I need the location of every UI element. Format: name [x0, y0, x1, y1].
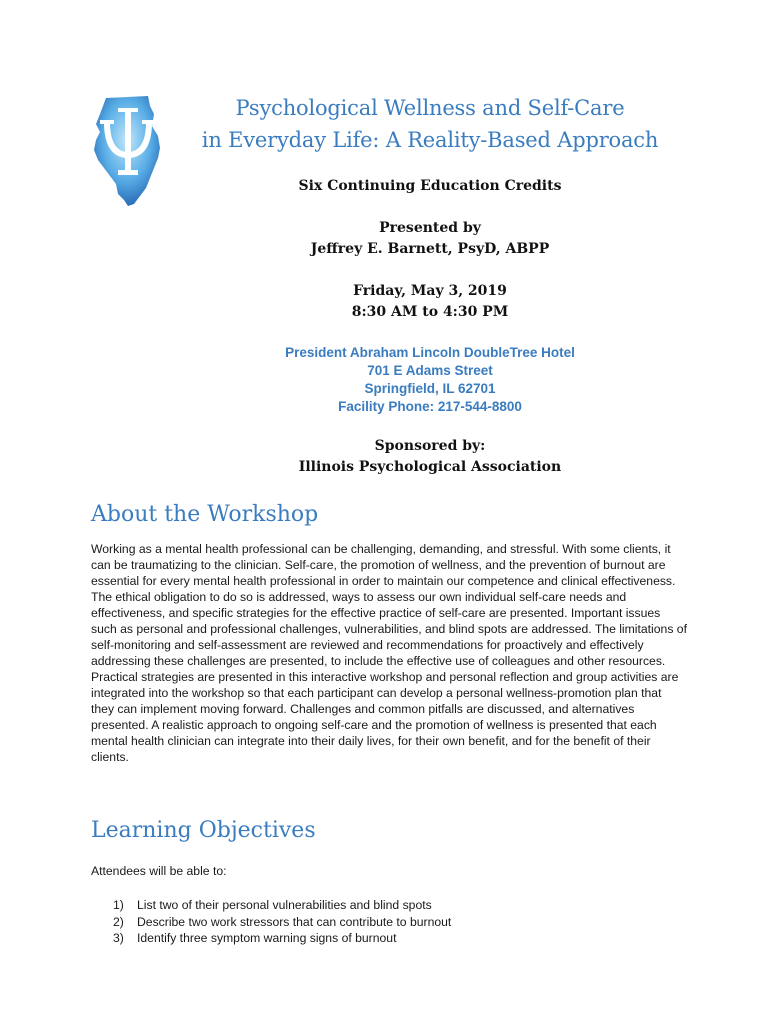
- presenter-block: [150, 218, 710, 260]
- venue-phone: Facility Phone: 217-544-8800: [338, 399, 522, 414]
- venue-name: President Abraham Lincoln DoubleTree Hotel: [285, 345, 575, 360]
- list-item-number: 3): [113, 931, 124, 945]
- page-title: [150, 92, 710, 156]
- presented-by-label: Presented by: [379, 220, 481, 236]
- objectives-list: [113, 897, 451, 947]
- venue-block: [150, 344, 710, 416]
- sponsor-label: Sponsored by:: [374, 438, 486, 454]
- title-line-2: in Everyday Life: A Reality-Based Approach: [201, 128, 659, 152]
- list-item-text: Describe two work stressors that can contribute to burnout: [137, 914, 452, 929]
- objectives-intro: Attendees will be able to:: [91, 864, 227, 878]
- title-line-1: Psychological Wellness and Self-Care: [235, 96, 625, 120]
- list-item: [113, 930, 451, 947]
- list-item-text: Identify three symptom warning signs of burnout: [137, 931, 397, 945]
- list-item-text: List two of their personal vulnerabilities and blind spots: [137, 898, 432, 912]
- venue-street: 701 E Adams Street: [367, 363, 493, 378]
- list-item: [113, 897, 451, 914]
- learning-objectives-heading: Learning Objectives: [91, 818, 316, 843]
- sponsor-name: Illinois Psychological Association: [298, 459, 562, 475]
- presenter-name: Jeffrey E. Barnett, PsyD, ABPP: [310, 241, 550, 257]
- about-body: Working as a mental health professional can be challenging, demanding, and stressful. With some clients, it can be traumatizing to the clinician. Self-care, the promotion of wellness, and the prevention of burnout are essential for every mental health professional in order to maintain our competence and clinical effectiveness. The ethical obligation to do so is addressed, ways to assess our own individual self-care needs and effectiveness, and specific strategies for the effective practice of self-care are presented. Important issues such as personal and professional challenges, vulnerabilities, and blind spots are addressed. The limitations of self-monitoring and self-assessment are reviewed and recommendations for proactively and effectively addressing these challenges are presented, to include the effective use of colleagues and other resources. Practical strategies are presented in this interactive workshop and personal reflection and group activities are integrated into the workshop so that each participant can develop a personal wellness-promotion plan that they can implement moving forward. Challenges and common pitfalls are discussed, and alternatives presented. A realistic approach to ongoing self-care and the promotion of wellness is presented that each mental health clinician can integrate into their daily lives, for their own benefit, and for the benefit of their clients.: [91, 542, 687, 764]
- list-item-number: 1): [113, 898, 124, 912]
- list-item-number: 2): [113, 914, 124, 929]
- about-heading: About the Workshop: [91, 502, 319, 527]
- credits-text: Six Continuing Education Credits: [298, 178, 562, 194]
- venue-city: Springfield, IL 62701: [364, 381, 496, 396]
- date-block: [150, 281, 710, 323]
- sponsor-block: [150, 436, 710, 478]
- list-item: [113, 914, 451, 931]
- event-time: 8:30 AM to 4:30 PM: [351, 304, 509, 320]
- event-date: Friday, May 3, 2019: [353, 283, 507, 299]
